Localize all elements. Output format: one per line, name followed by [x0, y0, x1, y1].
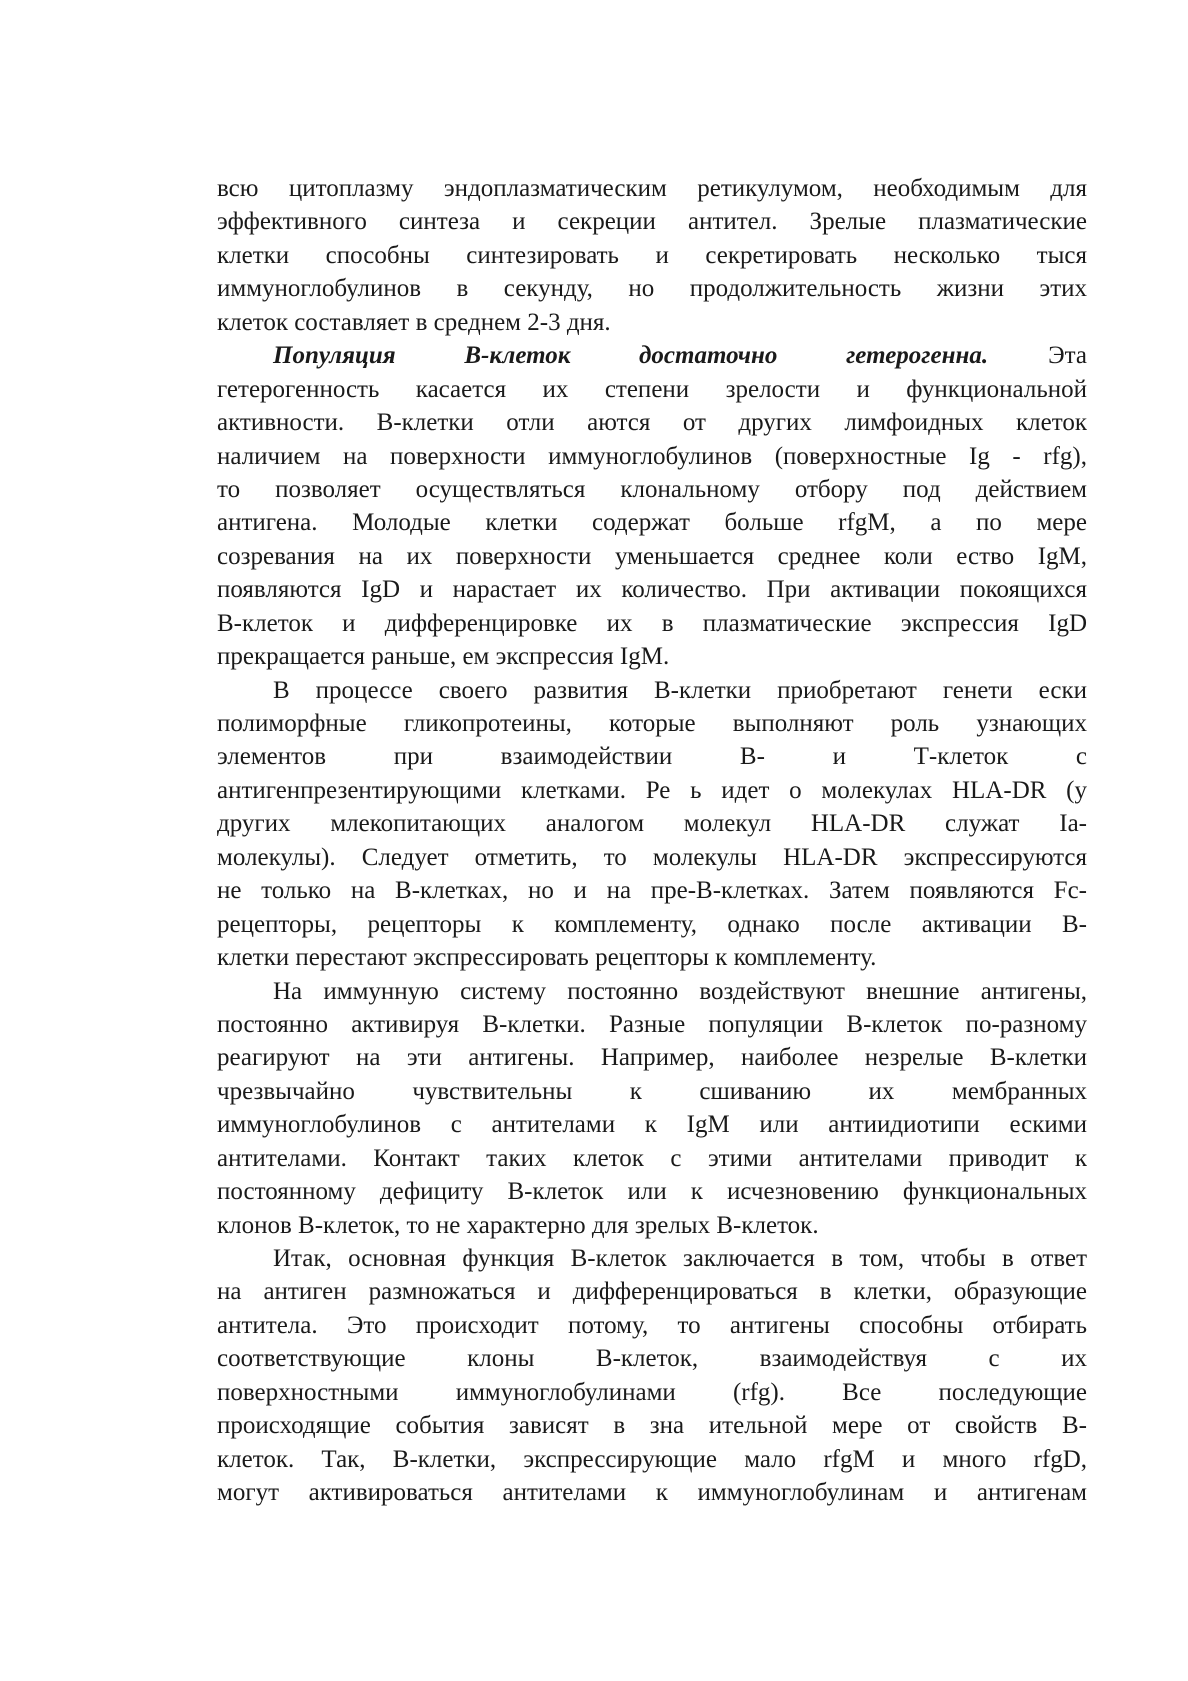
text-line: В-клеток и дифференцировке их в плазматические экспрессия IgD	[217, 609, 1087, 637]
text-line: на антиген размножаться и дифференцироваться в клетки, образующие	[217, 1278, 1087, 1306]
text-line: появляются IgD и нарастает их количество. При активации покоящихся	[217, 576, 1087, 604]
text-line: В процессе своего развития В-клетки приобретают генети ески	[273, 676, 1087, 704]
text-line: других млекопитающих аналогом молекул HLA-DR служат Ia-	[217, 810, 1087, 838]
text-line: антителами. Контакт таких клеток с этими антителами приводит к	[217, 1144, 1087, 1172]
text-line: клеток составляет в среднем 2-3 дня.	[217, 308, 611, 336]
lead-word: Популяция	[273, 342, 396, 370]
lead-emphasis	[273, 339, 988, 372]
text-line: Итак, основная функция В-клеток заключается в том, чтобы в ответ	[273, 1245, 1087, 1272]
text-line: могут активироваться антителами к иммуноглобулинам и антигенам	[217, 1479, 1087, 1507]
paragraph	[217, 975, 1087, 1243]
text-line: прекращается раньше, ем экспрессия IgM.	[217, 643, 670, 671]
text-line: молекулы). Следует отметить, то молекулы HLA-DR экспрессируются	[217, 843, 1087, 871]
lead-word: В-клеток	[464, 342, 571, 370]
text-line: постоянному дефициту В-клеток или к исчезновению функциональных	[217, 1178, 1087, 1206]
lead-continuation: Эта	[1048, 342, 1087, 370]
text-line: гетерогенность касается их степени зрелости и функциональной	[217, 375, 1087, 403]
paragraph	[217, 674, 1087, 975]
text-line: всю цитоплазму эндоплазматическим ретикулумом, необходимым для	[217, 175, 1087, 202]
text-line: происходящие события зависят в зна ительной мере от свойств В-	[217, 1412, 1087, 1440]
lead-word: гетерогенна.	[846, 342, 989, 370]
text-line: антигенпрезентирующими клетками. Ре ь идет о молекулах HLA-DR (у	[217, 776, 1087, 804]
paragraph	[217, 339, 1087, 673]
text-line: клетки перестают экспрессировать рецепторы к комплементу.	[217, 944, 877, 972]
text-line: клетки способны синтезировать и секретировать несколько тыся	[217, 241, 1087, 269]
text-line: эффективного синтеза и секреции антител. Зрелые плазматические	[217, 208, 1087, 236]
text-line: наличием на поверхности иммуноглобулинов (поверхностные Ig - rfg),	[217, 442, 1087, 470]
text-line: клонов В-клеток, то не характерно для зрелых В-клеток.	[217, 1211, 819, 1239]
text-line: рецепторы, рецепторы к комплементу, однако после активации В-	[217, 910, 1087, 938]
text-line: антигена. Молодые клетки содержат больше rfgM, а по мере	[217, 509, 1087, 537]
text-line	[217, 339, 1087, 372]
text-line: постоянно активируя В-клетки. Разные популяции В-клеток по-разному	[217, 1010, 1087, 1038]
text-line: полиморфные гликопротеины, которые выполняют роль узнающих	[217, 710, 1087, 737]
text-line: иммуноглобулинов с антителами к IgM или антиидиотипи ескими	[217, 1111, 1087, 1139]
paragraph	[217, 172, 1087, 339]
text-line: На иммунную систему постоянно воздействуют внешние антигены,	[273, 977, 1087, 1005]
text-line: соответствующие клоны В-клеток, взаимодействуя с их	[217, 1345, 1087, 1373]
text-line: поверхностными иммуноглобулинами (rfg). Все последующие	[217, 1378, 1087, 1406]
body-text	[217, 172, 1087, 1510]
lead-word: достаточно	[639, 342, 778, 370]
paragraph	[217, 1242, 1087, 1510]
text-line: то позволяет осуществляться клональному отбору под действием	[217, 475, 1087, 503]
text-line: не только на В-клетках, но и на пре-В-клетках. Затем появляются Fc-	[217, 877, 1087, 905]
text-line: активности. В-клетки отли аются от других лимфоидных клеток	[217, 409, 1087, 437]
text-line: антитела. Это происходит потому, то антигены способны отбирать	[217, 1311, 1087, 1339]
text-line: клеток. Так, В-клетки, экспрессирующие мало rfgM и много rfgD,	[217, 1445, 1087, 1473]
text-line: созревания на их поверхности уменьшается среднее коли ество IgM,	[217, 542, 1087, 570]
text-line: реагируют на эти антигены. Например, наиболее незрелые В-клетки	[217, 1044, 1087, 1072]
text-line: иммуноглобулинов в секунду, но продолжительность жизни этих	[217, 275, 1087, 303]
text-line: элементов при взаимодействии В- и Т-клеток с	[217, 743, 1087, 771]
text-line: чрезвычайно чувствительны к сшиванию их мембранных	[217, 1077, 1087, 1105]
